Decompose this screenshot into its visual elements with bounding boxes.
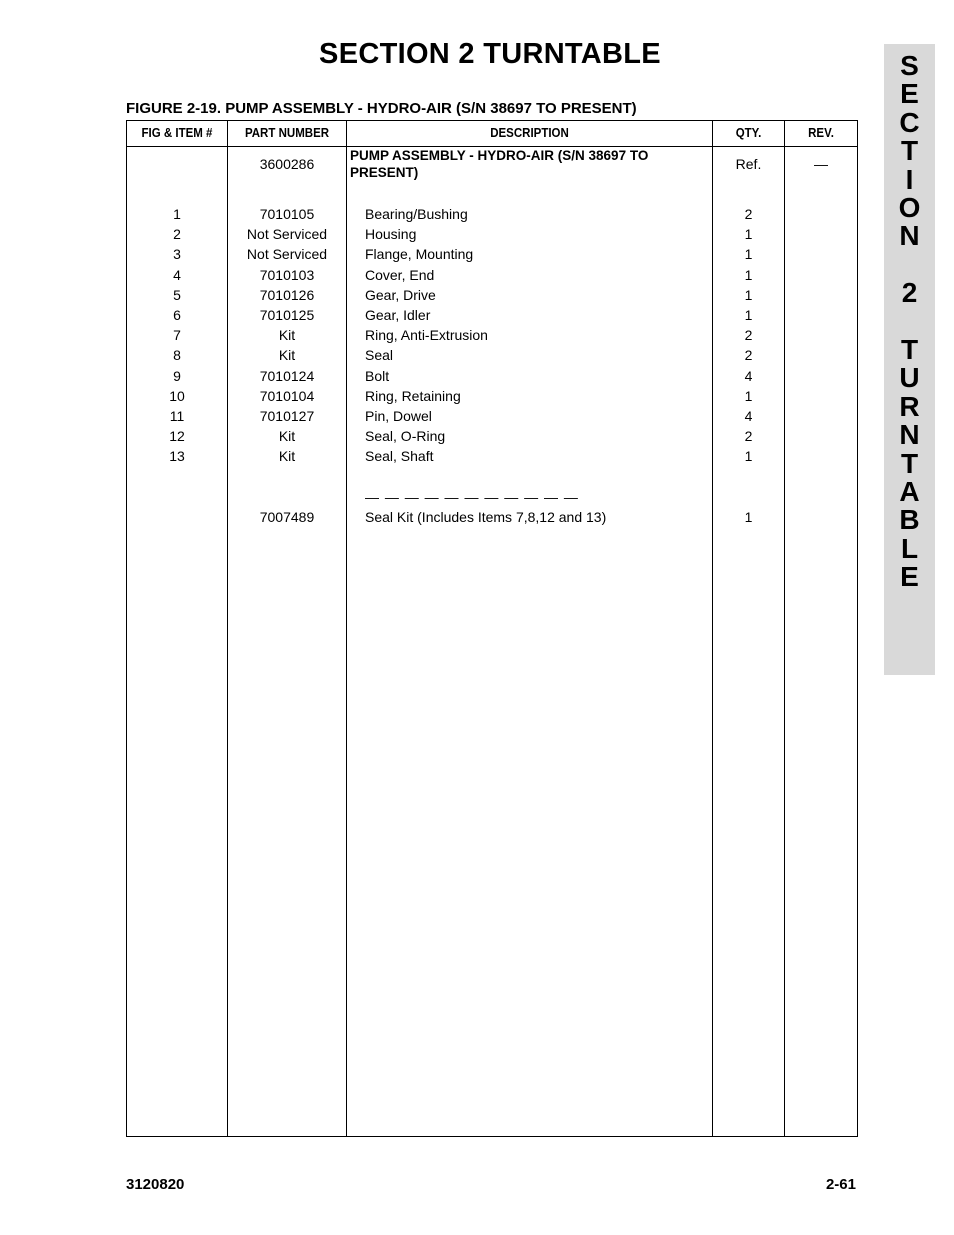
figure-title: FIGURE 2-19. PUMP ASSEMBLY - HYDRO-AIR (S/N 38697 TO PRESENT) — [126, 100, 637, 117]
document-number: 3120820 — [126, 1176, 185, 1193]
row-qty: 1 — [744, 226, 753, 243]
row-qty: 1 — [744, 266, 753, 283]
row-description: Gear, Idler — [365, 307, 431, 323]
side-tab-letter: T — [900, 135, 919, 167]
side-tab-letter: B — [899, 504, 920, 536]
side-tab-letter: U — [899, 362, 920, 394]
row-item-number: 5 — [173, 286, 181, 303]
side-tab-letter: T — [900, 334, 919, 365]
side-tab-letter: A — [899, 476, 920, 507]
row-item-number: 4 — [173, 266, 181, 283]
row-item-number: 3 — [173, 246, 181, 263]
row-part-number: 7010104 — [259, 387, 315, 404]
row-part-number: Kit — [278, 428, 296, 445]
row-qty: 1 — [744, 307, 753, 323]
row-item-number: 2 — [173, 226, 181, 243]
parts-table — [126, 120, 858, 1137]
row-qty: 2 — [744, 206, 753, 222]
row-description: Flange, Mounting — [365, 246, 474, 263]
row-qty: 2 — [744, 327, 753, 344]
row-part-number: 7010124 — [259, 367, 315, 384]
row-description: Pin, Dowel — [365, 408, 432, 424]
row-item-number: 9 — [173, 367, 181, 384]
row-qty: 2 — [744, 347, 753, 364]
row-item-number: 12 — [169, 428, 185, 445]
row-item-number: 8 — [173, 347, 181, 364]
kit-part-number: 7007489 — [259, 509, 315, 525]
row-description: Bolt — [365, 367, 390, 384]
row-part-number: Kit — [278, 448, 296, 465]
row-item-number: 10 — [169, 387, 185, 404]
column-header-qty: QTY. — [735, 126, 762, 140]
kit-divider: — — — — — — — — — — — — [365, 489, 579, 505]
row-part-number: Kit — [278, 347, 296, 364]
page-number: 2-61 — [825, 1176, 856, 1193]
row-description: Ring, Anti-Extrusion — [365, 327, 488, 344]
side-tab-letter: N — [899, 220, 920, 252]
section-side-tab — [884, 44, 935, 675]
column-divider — [346, 121, 347, 1136]
row-part-number: Kit — [278, 327, 296, 344]
row-part-number: Not Serviced — [246, 246, 328, 263]
column-header-item: FIG & ITEM # — [141, 126, 213, 140]
row-part-number: Not Serviced — [246, 226, 328, 243]
side-tab-letter: E — [900, 561, 919, 593]
row-qty: 2 — [744, 428, 753, 445]
row-qty: 1 — [744, 448, 753, 465]
side-tab-letter: 2 — [901, 277, 918, 309]
row-description: Bearing/Bushing — [365, 206, 468, 222]
row-item-number: 1 — [173, 206, 181, 222]
row-qty: 1 — [744, 246, 753, 263]
row-item-number: 7 — [173, 327, 181, 344]
section-title: SECTION 2 TURNTABLE — [319, 38, 661, 70]
side-tab-letter: E — [900, 78, 919, 110]
row-part-number: 7010105 — [259, 206, 315, 222]
assembly-description: PUMP ASSEMBLY - HYDRO-AIR (S/N 38697 TO PRESENT) — [350, 148, 649, 180]
side-tab-letter: O — [898, 192, 921, 223]
row-description: Seal — [365, 347, 394, 364]
side-tab-letter: S — [900, 50, 919, 81]
side-tab-letter: T — [900, 447, 919, 479]
row-description: Seal, O-Ring — [365, 428, 446, 445]
column-header-part-number: PART NUMBER — [244, 126, 330, 140]
assembly-qty: Ref. — [735, 156, 762, 172]
column-header-description: DESCRIPTION — [490, 126, 569, 140]
column-divider — [784, 121, 785, 1136]
row-qty: 1 — [744, 387, 753, 404]
row-description: Seal, Shaft — [365, 448, 434, 465]
row-description: Gear, Drive — [365, 286, 436, 303]
row-qty: 4 — [744, 367, 753, 384]
row-part-number: 7010125 — [259, 307, 315, 323]
side-tab-letter: C — [899, 106, 920, 138]
row-description: Ring, Retaining — [365, 387, 461, 404]
kit-description: Seal Kit (Includes Items 7,8,12 and 13) — [365, 509, 607, 525]
row-qty: 1 — [744, 286, 753, 303]
row-part-number: 7010126 — [259, 286, 315, 303]
assembly-rev: — — [814, 156, 828, 172]
side-tab-letter: I — [905, 163, 914, 195]
row-qty: 4 — [744, 408, 753, 424]
side-tab-letter: R — [899, 390, 920, 422]
row-description: Housing — [365, 226, 417, 243]
row-item-number: 13 — [169, 448, 185, 465]
assembly-part-number: 3600286 — [259, 156, 315, 172]
column-header-rev: REV. — [808, 126, 834, 140]
row-item-number: 11 — [169, 408, 185, 424]
row-part-number: 7010103 — [259, 266, 315, 283]
kit-qty: 1 — [744, 509, 753, 525]
row-item-number: 6 — [173, 307, 181, 323]
row-part-number: 7010127 — [259, 408, 315, 424]
side-tab-letter: N — [899, 419, 920, 451]
row-description: Cover, End — [365, 266, 435, 283]
side-tab-letter: L — [900, 532, 919, 564]
